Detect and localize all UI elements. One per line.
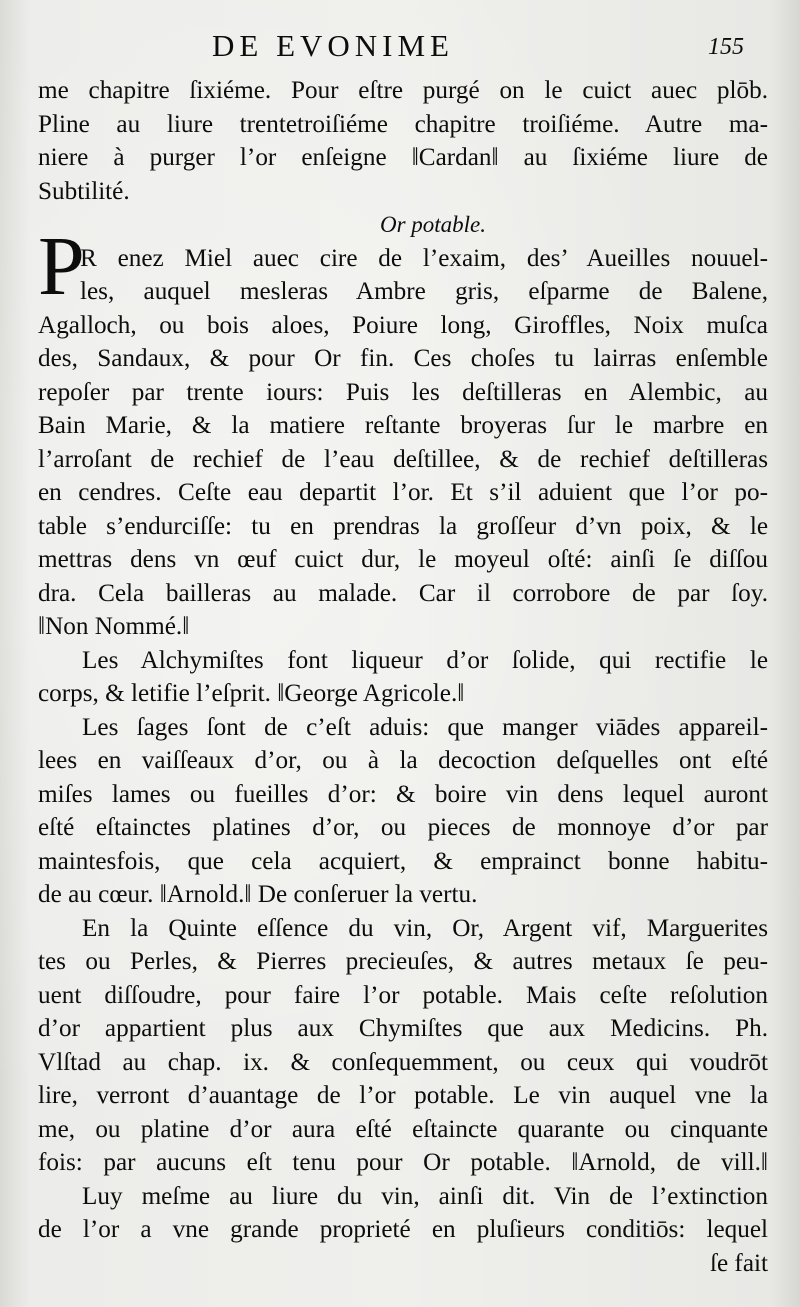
- text-line: mettras dens vn œuf cuict dur, le moyeul oſté: ainſi ſe diſſou: [38, 546, 768, 573]
- text-line: maintesfois, que cela acquiert, & emprainct bonne habitu-: [38, 847, 768, 875]
- page-header: [0, 28, 800, 68]
- text-line: corps, & letifie l’eſprit. ‖George Agricole.‖: [38, 680, 465, 707]
- text-line: ſe fait: [709, 1249, 768, 1277]
- running-title: DE EVONIME: [212, 28, 454, 63]
- text-line: eſté eſtainctes platines d’or, ou pieces de monnoye d’or par: [38, 814, 768, 841]
- text-line: Bain Marie, & la matiere reſtante broyeras ſur le marbre en: [38, 412, 768, 439]
- text-line: Luy meſme au liure du vin, ainſi dit. Vin de l’extinction: [82, 1182, 768, 1210]
- text-line: me, ou platine d’or aura eſté eſtaincte quarante ou cinquante: [38, 1115, 768, 1143]
- text-line: lees en vaiſſeaux d’or, ou à la decoction deſquelles ont eſté: [38, 747, 768, 774]
- text-line: en cendres. Ceſte eau departit l’or. Et s’il aduient que l’or po-: [38, 479, 768, 506]
- page-number: 155: [708, 34, 744, 60]
- text-line: d’or appartient plus aux Chymiſtes que aux Medicins. Ph.: [38, 1015, 768, 1042]
- text-line: de l’or a vne grande proprieté en pluſieurs conditiōs: lequel: [38, 1216, 768, 1243]
- text-line: l’arroſant de rechief de l’eau deſtillee, & de rechief deſtilleras: [38, 445, 768, 473]
- text-line: Subtilité.: [38, 177, 130, 205]
- text-line: ‖Non Nommé.‖: [38, 613, 190, 640]
- text-line: R enez Miel auec cire de l’exaim, des’ Aueilles nouuel-: [80, 244, 768, 272]
- text-line: miſes lames ou fueilles d’or: & boire vin dens lequel auront: [38, 780, 768, 808]
- text-line: table s’endurciſſe: tu en prendras la groſſeur d’vn poix, & le: [38, 512, 768, 540]
- text-line: Pline au liure trentetroiſiéme chapitre troiſiéme. Autre ma-: [38, 110, 768, 138]
- text-line: Agalloch, ou bois aloes, Poiure long, Giroffles, Noix muſca: [38, 311, 768, 339]
- text-line: repoſer par trente iours: Puis les deſtilleras en Alembic, au: [38, 378, 768, 406]
- text-line: fois: par aucuns eſt tenu pour Or potable. ‖Arnold, de vill.‖: [38, 1149, 768, 1176]
- text-line: niere à purger l’or enſeigne ‖Cardan‖ au ſixiéme liure de: [38, 144, 768, 171]
- text-line: En la Quinte eſſence du vin, Or, Argent vif, Marguerites: [82, 914, 768, 942]
- drop-cap: P: [38, 220, 85, 313]
- section-heading: Or potable.: [379, 212, 487, 237]
- text-line: des, Sandaux, & pour Or fin. Ces choſes tu lairras enſemble: [38, 345, 768, 372]
- text-line: tes ou Perles, & Pierres precieuſes, & autres metaux ſe peu-: [38, 948, 768, 975]
- text-line: uent diſſoudre, pour faire l’or potable. Mais ceſte reſolution: [38, 981, 768, 1009]
- text-line: Les ſages ſont de c’eſt aduis: que manger viādes appareil-: [82, 713, 768, 741]
- body-text: [38, 74, 768, 1280]
- text-line: les, auquel mesleras Ambre gris, eſparme de Balene,: [80, 278, 768, 305]
- text-line: de au cœur. ‖Arnold.‖ De conſeruer la vertu.: [38, 881, 478, 908]
- text-line: lire, verront d’auantage de l’or potable. Le vin auquel vne la: [38, 1082, 768, 1109]
- text-line: Vlſtad au chap. ix. & conſequemment, ou ceux qui voudrōt: [38, 1048, 768, 1076]
- text-line: me chapitre ſixiéme. Pour eſtre purgé on le cuict auec plōb.: [38, 77, 768, 104]
- text-line: Les Alchymiſtes font liqueur d’or ſolide, qui rectifie le: [82, 646, 768, 674]
- text-line: dra. Cela bailleras au malade. Car il corrobore de par ſoy.: [38, 579, 768, 607]
